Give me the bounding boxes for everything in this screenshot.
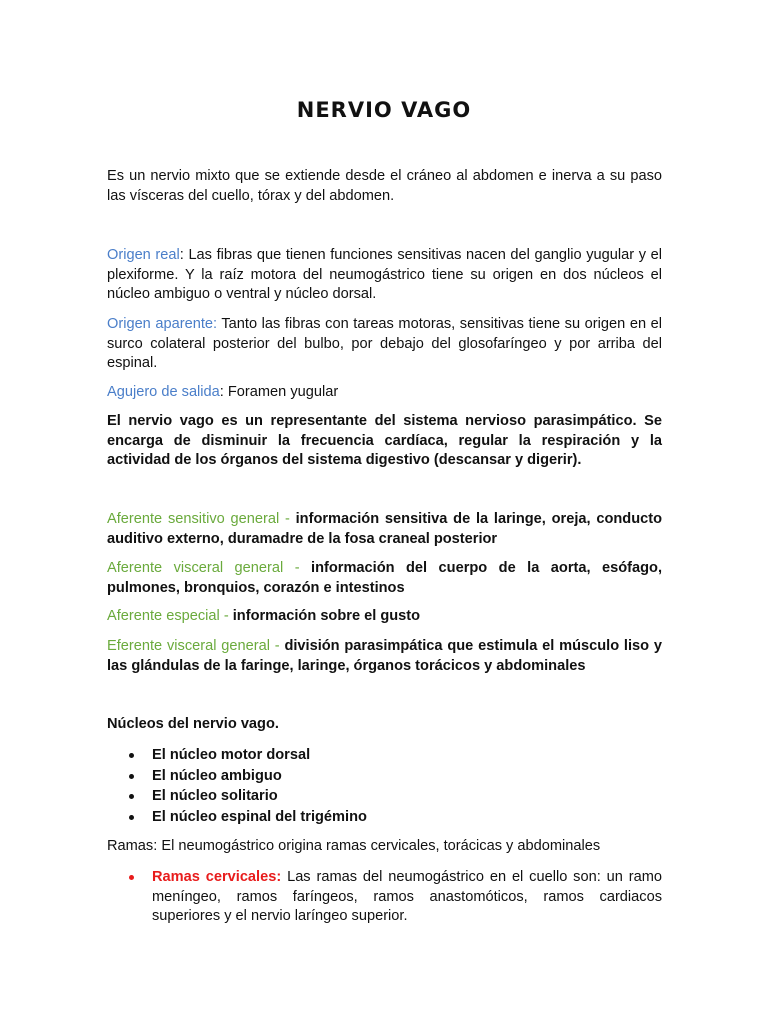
componente-text: información sensitiva de la laringe, oreja, conducto auditivo externo, duramadre de la fosa craneal posterior	[107, 511, 662, 547]
list-item	[107, 786, 662, 807]
list-item	[107, 868, 662, 927]
page-title: NERVIO VAGO	[296, 98, 472, 122]
ramas-list	[107, 868, 662, 927]
componente-label: Eferente visceral general -	[107, 638, 285, 654]
list-item	[107, 745, 662, 766]
intro-text: Es un nervio mixto que se extiende desde el cráneo al abdomen e inerva a su paso las vísceras del cuello, tórax y del abdomen.	[107, 168, 662, 204]
ramas-cervicales-label: Ramas cervicales:	[152, 869, 282, 885]
intro-paragraph	[107, 167, 662, 206]
bullet-icon	[129, 774, 134, 779]
componente-label: Aferente especial -	[107, 608, 233, 624]
componente-item	[107, 607, 662, 627]
nucleo-text: El núcleo motor dorsal	[152, 747, 311, 763]
nucleo-text: El núcleo ambiguo	[152, 767, 282, 784]
parasimpatico-text: El nervio vago es un representante del sistema nervioso parasimpático. Se encarga de disminuir la frecuencia cardíaca, regular la respiración y la actividad de los órganos del sistema digestivo (descansar y digerir).	[107, 413, 662, 469]
agujero-label: Agujero de salida	[107, 384, 220, 400]
componente-label: Aferente sensitivo general -	[107, 511, 296, 527]
origen-real-paragraph	[107, 246, 662, 305]
nucleo-text: El núcleo solitario	[152, 788, 278, 804]
componente-text: información sobre el gusto	[232, 608, 421, 624]
ramas-cervicales-text: Las ramas del neumogástrico en el cuello son: un ramo meníngeo, ramos faríngeos, ramos anastomóticos, ramos cardiacos superiores y el nervio laríngeo superior.	[152, 869, 662, 925]
nucleos-heading: Núcleos del nervio vago.	[107, 716, 279, 732]
list-item	[107, 766, 662, 787]
list-item	[107, 807, 662, 828]
componente-item	[107, 559, 662, 598]
bullet-icon	[129, 753, 134, 758]
agujero-paragraph	[107, 383, 662, 403]
bullet-icon	[129, 794, 134, 799]
componente-text: información del cuerpo de la aorta, esófago, pulmones, bronquios, corazón e intestinos	[107, 560, 662, 596]
componente-text: división parasimpática que estimula el músculo liso y las glándulas de la faringe, laringe, órganos torácicos y abdominales	[107, 638, 662, 674]
ramas-intro: Ramas: El neumogástrico origina ramas cervicales, torácicas y abdominales	[107, 838, 601, 854]
componente-label: Aferente visceral general -	[107, 560, 312, 576]
bullet-icon	[129, 875, 134, 880]
nucleo-text: El núcleo espinal del trigémino	[152, 808, 367, 825]
origen-aparente-label: Origen aparente:	[107, 316, 218, 332]
nucleos-list	[107, 745, 662, 827]
componente-item	[107, 510, 662, 549]
agujero-text: : Foramen yugular	[219, 384, 339, 400]
origen-aparente-paragraph	[107, 315, 662, 374]
componente-item	[107, 637, 662, 676]
bullet-icon	[129, 815, 134, 820]
origen-real-text: : Las fibras que tienen funciones sensitivas nacen del ganglio yugular y el plexiforme. Y la raíz motora del neumogástrico tiene su origen en dos núcleos el núcleo ambiguo o ventral y núcleo dorsal.	[107, 247, 662, 303]
origen-aparente-text: Tanto las fibras con tareas motoras, sensitivas tiene su origen en el surco colateral posterior del bulbo, por debajo del glosofaríngeo y por arriba del espinal.	[107, 316, 662, 372]
origen-real-label: Origen real	[107, 247, 180, 263]
parasimpatico-paragraph	[107, 412, 662, 471]
